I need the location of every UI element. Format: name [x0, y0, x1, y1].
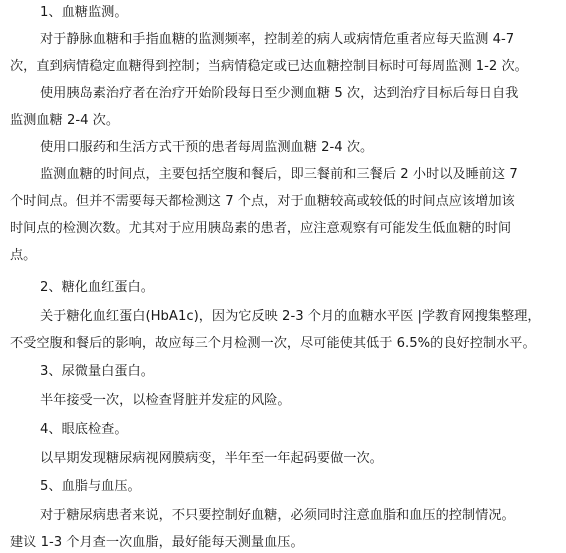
section-1-para-4-line-1: 监测血糖的时间点，主要包括空腹和餐后，即三餐前和三餐后 2 小时以及睡前这 7 — [40, 167, 518, 182]
section-1-para-1-line-2: 次，直到病情稳定血糖得到控制；当病情稳定或已达血糖控制目标时可每周监测 1-2 次。 — [10, 59, 528, 74]
section-5-para-1-line-1: 对于糖尿病患者来说，不只要控制好血糖，必须同时注意血脂和血压的控制情况。 — [40, 508, 515, 523]
section-2-para-1-line-2: 不受空腹和餐后的影响，故应每三个月检测一次，尽可能使其低于 6.5%的良好控制水平。 — [10, 336, 536, 351]
section-4-heading: 4、眼底检查。 — [40, 422, 128, 437]
section-2-para-1-line-1: 关于糖化血红蛋白(HbA1c)，因为它反映 2-3 个月的血糖水平医 |学教育网搜集整理， — [40, 309, 541, 324]
section-1-para-4-line-4: 点。 — [10, 248, 37, 263]
section-4-para-1-line-1: 以早期发现糖尿病视网膜病变，半年至一年起码要做一次。 — [40, 451, 383, 466]
section-5-para-1-line-2: 建议 1-3 个月查一次血脂，最好能每天测量血压。 — [10, 535, 304, 550]
section-1-para-1-line-1: 对于静脉血糖和手指血糖的监测频率，控制差的病人或病情危重者应每天监测 4-7 — [40, 32, 515, 47]
section-2-heading: 2、糖化血红蛋白。 — [40, 280, 154, 295]
section-1-heading: 1、血糖监测。 — [40, 5, 128, 20]
section-3-para-1-line-1: 半年接受一次，以检查肾脏并发症的风险。 — [40, 393, 291, 408]
section-3-heading: 3、尿微量白蛋白。 — [40, 364, 154, 379]
section-5-heading: 5、血脂与血压。 — [40, 479, 141, 494]
section-1-para-3-line-1: 使用口服药和生活方式干预的患者每周监测血糖 2-4 次。 — [40, 140, 374, 155]
section-1-para-4-line-3: 时间点的检测次数。尤其对于应用胰岛素的患者，应注意观察有可能发生低血糖的时间 — [10, 221, 512, 236]
section-1-para-2-line-2: 监测血糖 2-4 次。 — [10, 113, 120, 128]
section-1-para-4-line-2: 个时间点。但并不需要每天都检测这 7 个点，对于血糖较高或较低的时间点应该增加该 — [10, 194, 515, 209]
section-1-para-2-line-1: 使用胰岛素治疗者在治疗开始阶段每日至少测血糖 5 次，达到治疗目标后每日自我 — [40, 86, 519, 101]
